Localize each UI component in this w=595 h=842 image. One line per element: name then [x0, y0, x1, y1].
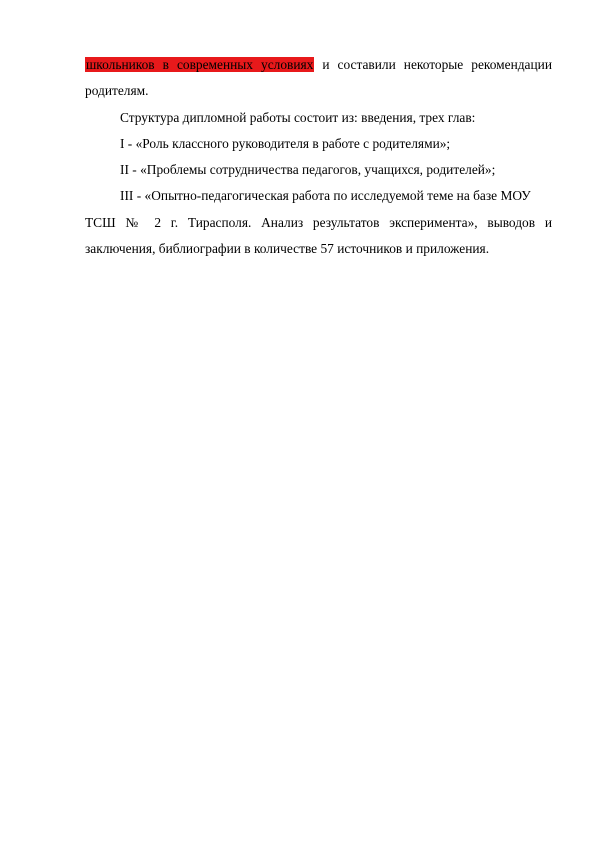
highlighted-text: школьников в современных условиях — [86, 57, 314, 72]
chapter-3-line-1: III - «Опытно-педагогическая работа по исследуемой теме на базе МОУ — [120, 188, 531, 204]
paragraph-text: и составили некоторые рекомендации — [314, 57, 552, 72]
paragraph-line-1 — [85, 52, 552, 78]
chapter-1: I - «Роль классного руководителя в работе с родителями»; — [120, 135, 451, 151]
paragraph-line-2: родителям. — [85, 83, 149, 99]
chapter-3-line-2: ТСШ № 2 г. Тирасполя. Анализ результатов эксперимента», выводов и — [85, 214, 552, 230]
document-page — [85, 52, 552, 262]
chapter-2: II - «Проблемы сотрудничества педагогов, учащихся, родителей»; — [120, 162, 496, 178]
structure-intro: Структура дипломной работы состоит из: введения, трех глав: — [120, 109, 476, 125]
chapter-3-line-3: заключения, библиографии в количестве 57 источников и приложения. — [85, 241, 490, 257]
